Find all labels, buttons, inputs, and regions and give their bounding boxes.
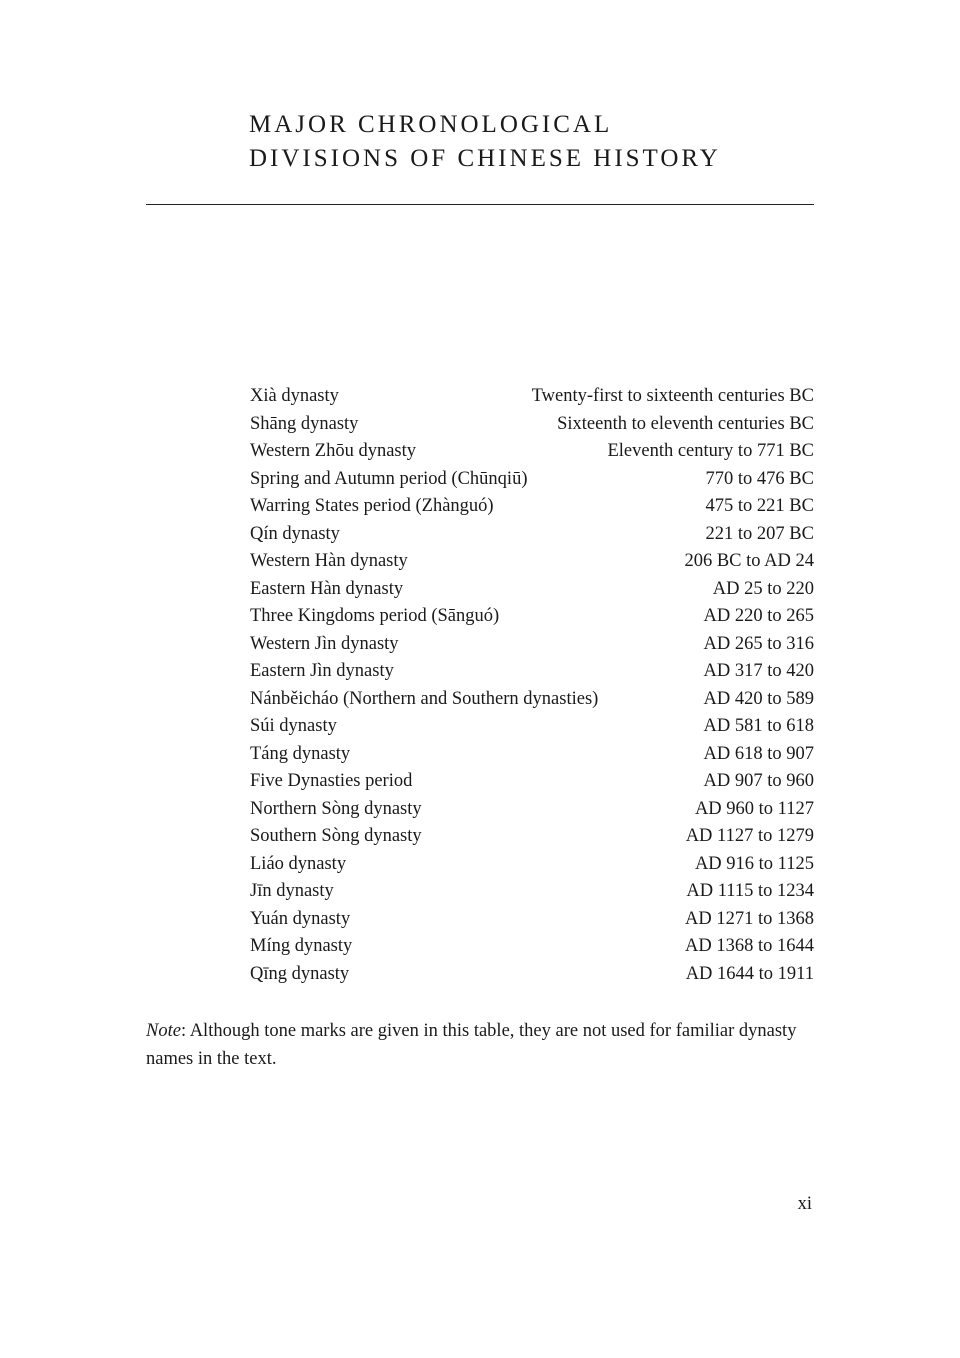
period-dates: AD 581 to 618 <box>703 716 814 736</box>
table-row <box>250 686 814 714</box>
period-name: Yuán dynasty <box>250 908 351 929</box>
period-dates: AD 420 to 589 <box>703 688 814 709</box>
footnote <box>146 1017 814 1073</box>
period-name: Nánběicháo (Northern and Southern dynasties) <box>250 688 599 709</box>
period-dates: AD 907 to 960 <box>703 771 814 791</box>
page-number: xi <box>797 1194 812 1214</box>
table-row <box>250 878 814 906</box>
period-name: Southern Sòng dynasty <box>250 826 422 846</box>
table-row <box>250 631 814 659</box>
period-name: Jīn dynasty <box>250 881 334 901</box>
table-row <box>250 493 814 521</box>
period-name: Xià dynasty <box>250 386 339 406</box>
title-divider <box>146 204 814 205</box>
page-title-line-2: DIVISIONS OF CHINESE HISTORY <box>249 145 721 172</box>
period-dates: AD 960 to 1127 <box>694 798 814 819</box>
period-dates: AD 916 to 1125 <box>694 853 814 874</box>
period-name: Western Hàn dynasty <box>250 551 408 571</box>
period-dates: 206 BC to AD 24 <box>684 551 814 571</box>
table-row <box>250 741 814 769</box>
period-name: Northern Sòng dynasty <box>250 798 422 819</box>
period-name: Eastern Hàn dynasty <box>250 578 404 599</box>
period-dates: AD 1368 to 1644 <box>685 936 814 956</box>
table-row <box>250 521 814 549</box>
period-dates: 770 to 476 BC <box>705 468 814 489</box>
period-dates: AD 25 to 220 <box>712 578 814 599</box>
footnote-text: : Although tone marks are given in this table, they are not used for familiar dynasty names in the text. <box>146 1021 797 1069</box>
period-dates: AD 618 to 907 <box>703 743 814 764</box>
period-dates: Twenty-first to sixteenth centuries BC <box>531 386 814 406</box>
footnote-label: Note <box>146 1021 181 1041</box>
table-row <box>250 411 814 439</box>
period-dates: AD 1115 to 1234 <box>686 881 814 901</box>
table-row <box>250 658 814 686</box>
table-row <box>250 851 814 879</box>
period-name: Súi dynasty <box>250 716 337 736</box>
period-dates: AD 317 to 420 <box>703 661 814 681</box>
period-dates: Eleventh century to 771 BC <box>607 441 814 461</box>
period-dates: AD 1644 to 1911 <box>685 963 814 984</box>
period-dates: AD 1271 to 1368 <box>685 908 814 929</box>
table-row <box>250 796 814 824</box>
table-row <box>250 933 814 961</box>
period-name: Western Jìn dynasty <box>250 633 399 654</box>
period-name: Western Zhōu dynasty <box>250 441 417 461</box>
table-row <box>250 906 814 934</box>
table-row <box>250 548 814 576</box>
period-dates: AD 1127 to 1279 <box>685 826 814 846</box>
page-title-line-1: MAJOR CHRONOLOGICAL <box>249 111 613 138</box>
period-name: Táng dynasty <box>250 743 351 764</box>
period-dates: 221 to 207 BC <box>705 523 814 544</box>
period-name: Eastern Jìn dynasty <box>250 661 394 681</box>
table-row <box>250 576 814 604</box>
table-row <box>250 961 814 989</box>
table-row <box>250 603 814 631</box>
period-dates: AD 220 to 265 <box>703 606 814 626</box>
period-dates: Sixteenth to eleventh centuries BC <box>557 413 814 434</box>
period-name: Warring States period (Zhànguó) <box>250 496 494 516</box>
table-row <box>250 383 814 411</box>
period-name: Liáo dynasty <box>250 853 347 874</box>
table-row <box>250 768 814 796</box>
period-name: Qīng dynasty <box>250 963 350 984</box>
period-name: Shāng dynasty <box>250 413 359 434</box>
period-name: Míng dynasty <box>250 936 353 956</box>
period-name: Five Dynasties period <box>250 771 413 791</box>
page-title <box>249 108 721 176</box>
chronology-table <box>250 383 814 988</box>
table-row <box>250 438 814 466</box>
table-row <box>250 466 814 494</box>
period-name: Spring and Autumn period (Chūnqiū) <box>250 468 528 489</box>
table-row <box>250 823 814 851</box>
period-name: Three Kingdoms period (Sānguó) <box>250 606 500 626</box>
table-row <box>250 713 814 741</box>
period-name: Qín dynasty <box>250 523 340 544</box>
period-dates: AD 265 to 316 <box>703 633 814 654</box>
period-dates: 475 to 221 BC <box>705 496 814 516</box>
